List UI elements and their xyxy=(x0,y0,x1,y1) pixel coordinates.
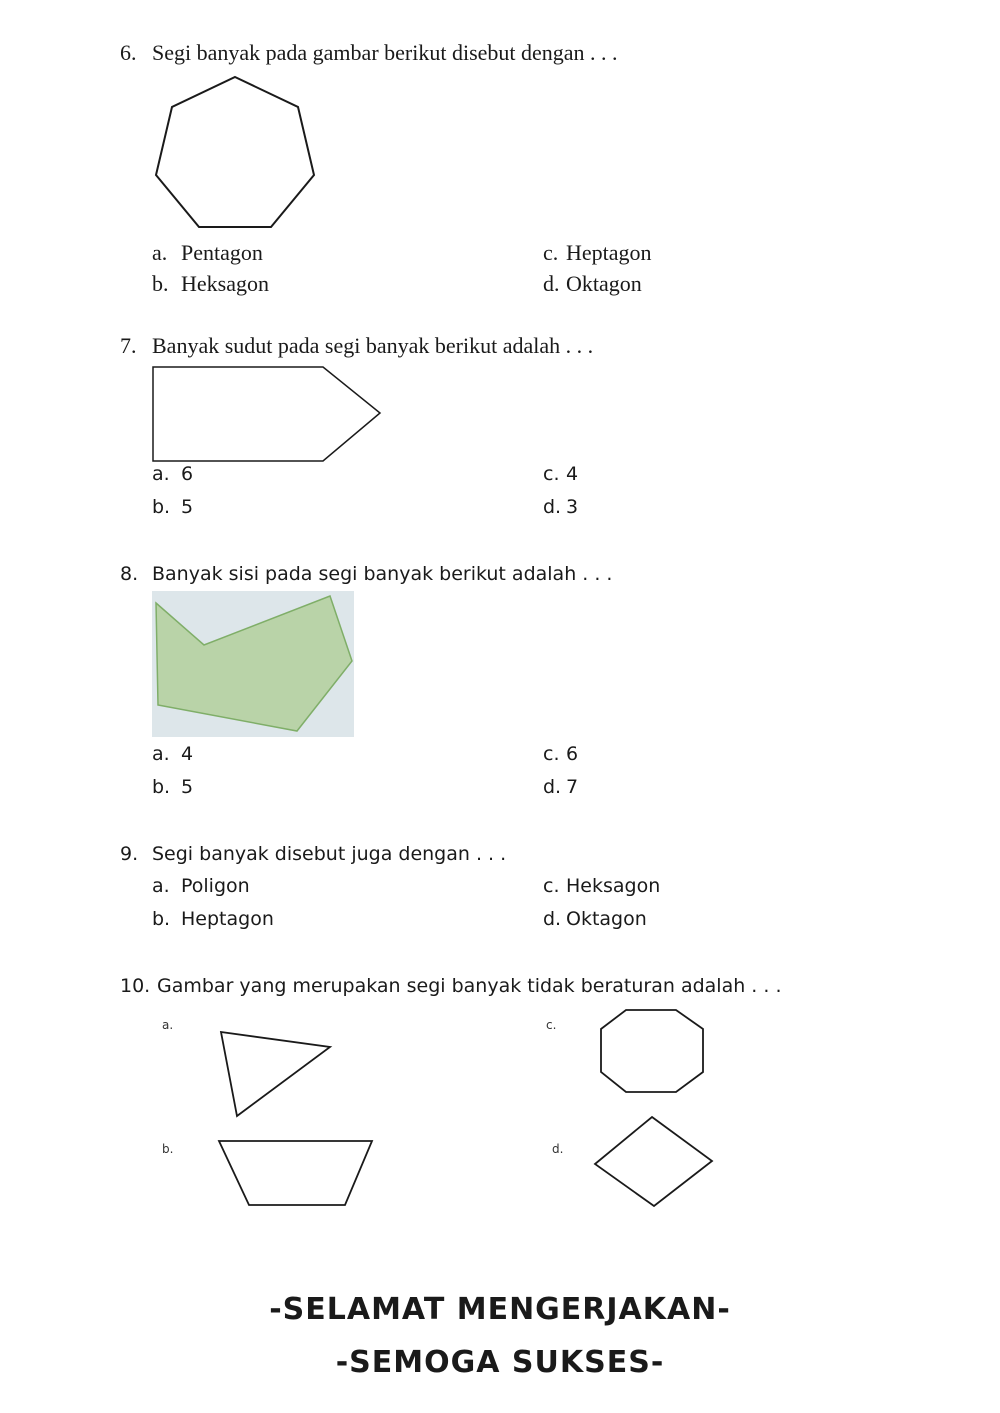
q6-option-b-letter[interactable]: b. xyxy=(152,271,169,296)
q10-figure-d-label[interactable]: d. xyxy=(552,1142,564,1156)
q9-option-b-letter[interactable]: b. xyxy=(152,908,171,930)
q10-figure-b-trapezoid[interactable] xyxy=(215,1138,375,1208)
q6-option-c-text[interactable]: Heptagon xyxy=(566,240,652,265)
q7-option-a-letter[interactable]: a. xyxy=(152,463,170,485)
q9-option-d-letter[interactable]: d. xyxy=(543,908,562,930)
q6-option-c-letter[interactable]: c. xyxy=(543,240,559,265)
footer-line-1: -SELAMAT MENGERJAKAN- xyxy=(269,1292,731,1327)
question-7-text: Banyak sudut pada segi banyak berikut adalah . . . xyxy=(152,333,594,358)
q7-option-c-letter[interactable]: c. xyxy=(543,463,560,485)
question-6-text: Segi banyak pada gambar berikut disebut dengan . . . xyxy=(152,40,618,65)
q7-option-a-text[interactable]: 6 xyxy=(181,463,194,485)
q10-figure-d-rhombus[interactable] xyxy=(592,1114,716,1210)
q8-option-d-text[interactable]: 7 xyxy=(566,776,579,798)
q7-option-d-text[interactable]: 3 xyxy=(566,496,579,518)
question-9-number: 9. xyxy=(120,843,139,865)
question-6-number: 6. xyxy=(120,40,137,65)
q9-option-b-text[interactable]: Heptagon xyxy=(181,908,274,930)
question-8-number: 8. xyxy=(120,563,139,585)
heptagon-shape xyxy=(156,77,314,227)
q10-figure-a-triangle[interactable] xyxy=(215,1025,335,1120)
q8-option-a-text[interactable]: 4 xyxy=(181,743,194,765)
question-9-text: Segi banyak disebut juga dengan . . . xyxy=(152,843,507,865)
q10-figure-c-hexagon[interactable] xyxy=(598,1007,708,1097)
q8-option-b-text[interactable]: 5 xyxy=(181,776,194,798)
q6-option-d-letter[interactable]: d. xyxy=(543,271,560,296)
pentagon-arrow-shape xyxy=(153,367,380,461)
question-7-number: 7. xyxy=(120,333,137,358)
hexagon-shape xyxy=(601,1010,703,1092)
q7-option-b-letter[interactable]: b. xyxy=(152,496,171,518)
heptagon-figure xyxy=(150,72,320,232)
q9-option-d-text[interactable]: Oktagon xyxy=(566,908,647,930)
q6-option-a-letter[interactable]: a. xyxy=(152,240,168,265)
q8-option-b-letter[interactable]: b. xyxy=(152,776,171,798)
q7-option-d-letter[interactable]: d. xyxy=(543,496,562,518)
q6-option-d-text[interactable]: Oktagon xyxy=(566,271,642,296)
trapezoid-shape xyxy=(219,1141,372,1205)
pentagon-arrow-figure xyxy=(152,366,392,466)
q10-figure-b-label[interactable]: b. xyxy=(162,1142,174,1156)
q7-option-b-text[interactable]: 5 xyxy=(181,496,194,518)
q6-option-b-text[interactable]: Heksagon xyxy=(181,271,269,296)
q9-option-c-letter[interactable]: c. xyxy=(543,875,560,897)
q9-option-a-letter[interactable]: a. xyxy=(152,875,170,897)
q6-option-a-text[interactable]: Pentagon xyxy=(181,240,263,265)
q8-option-c-letter[interactable]: c. xyxy=(543,743,560,765)
q7-option-c-text[interactable]: 4 xyxy=(566,463,579,485)
q10-figure-a-label[interactable]: a. xyxy=(162,1018,174,1032)
green-polygon-photo xyxy=(152,591,354,737)
q8-option-c-text[interactable]: 6 xyxy=(566,743,579,765)
triangle-shape xyxy=(221,1032,330,1116)
q8-option-a-letter[interactable]: a. xyxy=(152,743,170,765)
q8-option-d-letter[interactable]: d. xyxy=(543,776,562,798)
footer-line-2: -SEMOGA SUKSES- xyxy=(335,1345,665,1380)
question-8-text: Banyak sisi pada segi banyak berikut adalah . . . xyxy=(152,563,613,585)
q10-figure-c-label[interactable]: c. xyxy=(546,1018,557,1032)
q9-option-c-text[interactable]: Heksagon xyxy=(566,875,661,897)
q9-option-a-text[interactable]: Poligon xyxy=(181,875,250,897)
question-10-text: Gambar yang merupakan segi banyak tidak beraturan adalah . . . xyxy=(157,975,782,997)
rhombus-shape xyxy=(595,1117,712,1206)
question-10-number: 10. xyxy=(120,975,151,997)
